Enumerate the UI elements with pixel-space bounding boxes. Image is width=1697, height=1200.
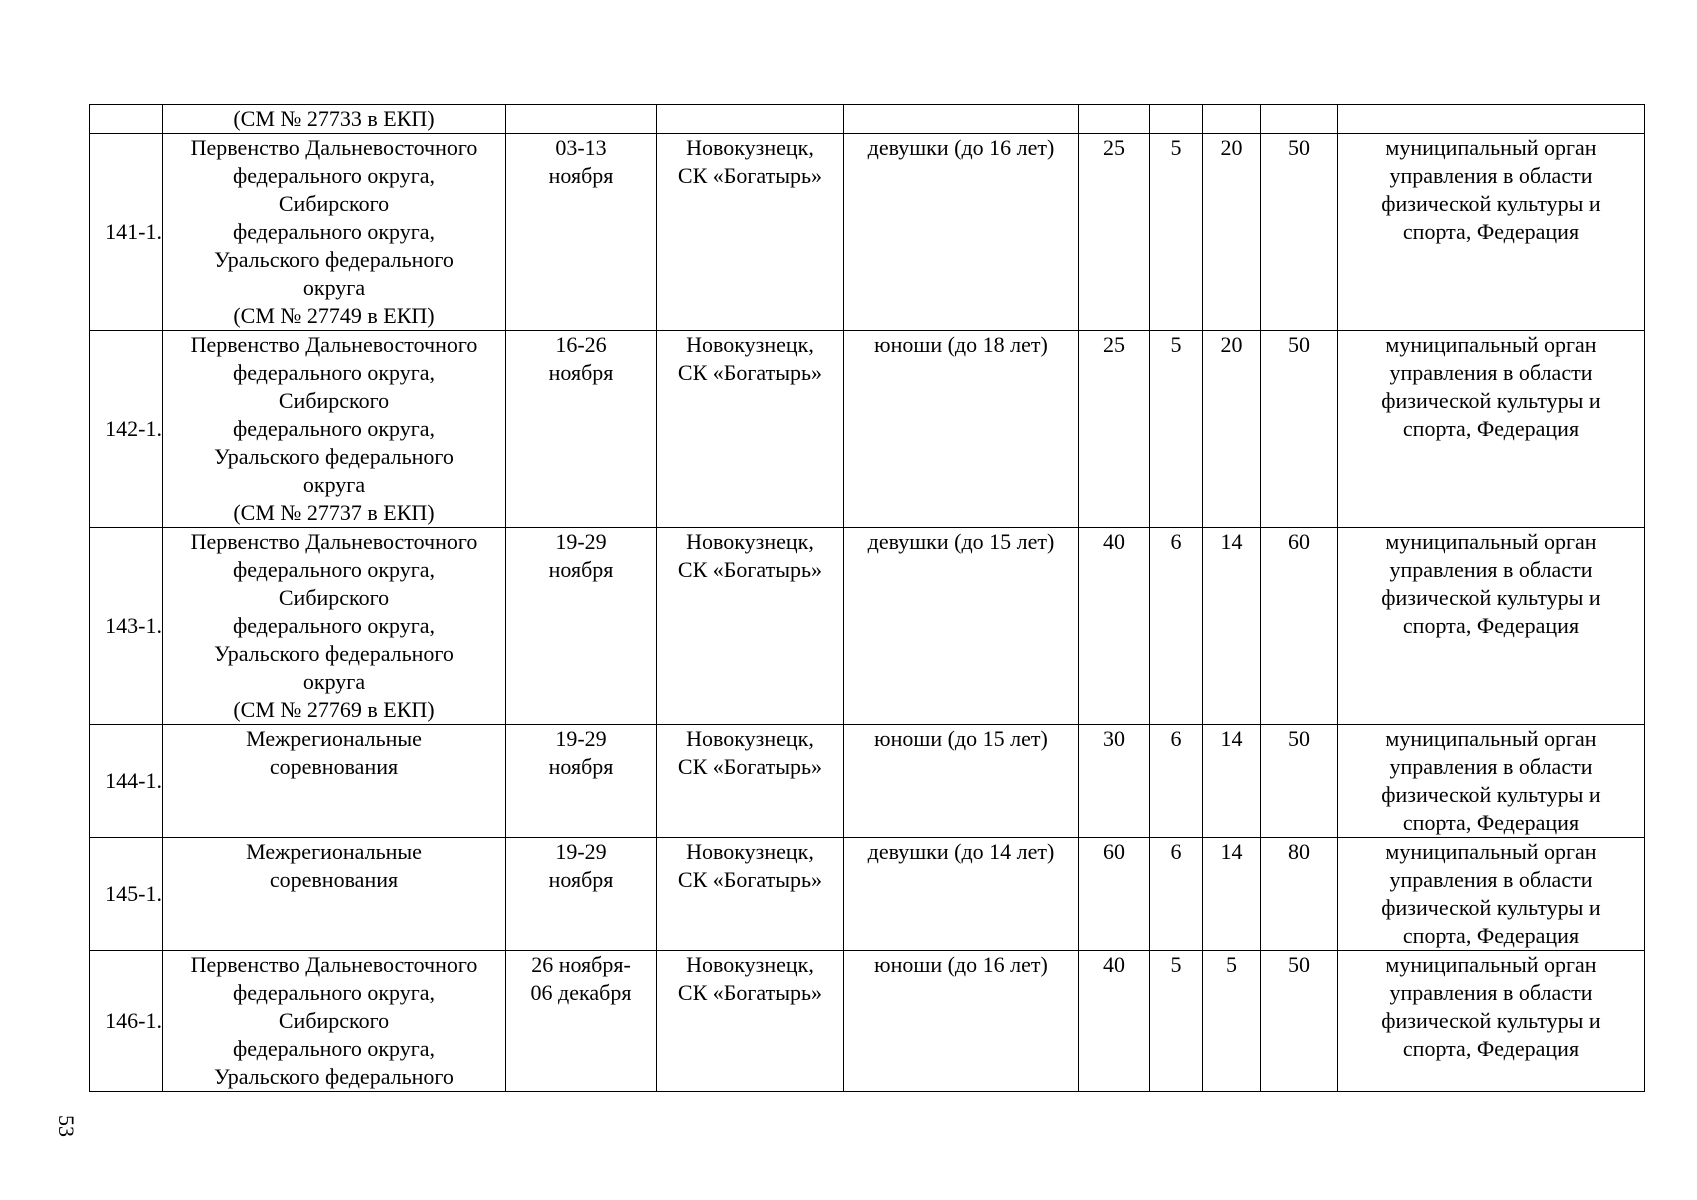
event-organizer: муниципальный орган управления в области физической культуры и спорта, Федерация [1338, 331, 1645, 528]
count-2: 6 [1150, 528, 1203, 725]
event-name: Межрегиональные соревнования [163, 838, 506, 951]
count-1: 25 [1079, 134, 1150, 331]
table-row [90, 134, 1645, 331]
event-dates: 19-29 ноября [506, 838, 657, 951]
page-number: 53 [54, 1115, 79, 1137]
event-name: (СМ № 27733 в ЕКП) [163, 105, 506, 134]
event-group: девушки (до 15 лет) [844, 528, 1079, 725]
event-place: Новокузнецк, СК «Богатырь» [657, 725, 844, 838]
count-3: 20 [1203, 331, 1261, 528]
event-dates: 19-29 ноября [506, 725, 657, 838]
event-number: 142-1. [90, 331, 163, 528]
event-name: Первенство Дальневосточного федерального округа, Сибирского федерального округа, Уральского федерального округа (СМ № 27769 в ЕКП) [163, 528, 506, 725]
event-number: 144-1. [90, 725, 163, 838]
count-4: 50 [1261, 134, 1338, 331]
event-group [844, 105, 1079, 134]
table-row [90, 528, 1645, 725]
count-2: 6 [1150, 725, 1203, 838]
event-organizer [1338, 105, 1645, 134]
count-1: 60 [1079, 838, 1150, 951]
count-1: 40 [1079, 528, 1150, 725]
event-place [657, 105, 844, 134]
event-number: 145-1. [90, 838, 163, 951]
count-3: 5 [1203, 951, 1261, 1092]
event-group: юноши (до 16 лет) [844, 951, 1079, 1092]
event-dates: 16-26 ноября [506, 331, 657, 528]
event-group: девушки (до 14 лет) [844, 838, 1079, 951]
count-1: 40 [1079, 951, 1150, 1092]
event-number: 141-1. [90, 134, 163, 331]
event-number [90, 105, 163, 134]
count-1: 30 [1079, 725, 1150, 838]
count-4: 50 [1261, 951, 1338, 1092]
count-1 [1079, 105, 1150, 134]
event-place: Новокузнецк, СК «Богатырь» [657, 331, 844, 528]
event-number: 146-1. [90, 951, 163, 1092]
count-1: 25 [1079, 331, 1150, 528]
event-organizer: муниципальный орган управления в области физической культуры и спорта, Федерация [1338, 528, 1645, 725]
event-organizer: муниципальный орган управления в области физической культуры и спорта, Федерация [1338, 134, 1645, 331]
count-3: 14 [1203, 528, 1261, 725]
count-2 [1150, 105, 1203, 134]
count-3: 14 [1203, 725, 1261, 838]
table-row [90, 331, 1645, 528]
count-4: 60 [1261, 528, 1338, 725]
count-3 [1203, 105, 1261, 134]
count-3: 20 [1203, 134, 1261, 331]
count-2: 6 [1150, 838, 1203, 951]
event-dates: 19-29 ноября [506, 528, 657, 725]
count-2: 5 [1150, 951, 1203, 1092]
table-row [90, 725, 1645, 838]
table-row [90, 105, 1645, 134]
events-table [89, 104, 1645, 1092]
event-organizer: муниципальный орган управления в области физической культуры и спорта, Федерация [1338, 838, 1645, 951]
count-3: 14 [1203, 838, 1261, 951]
count-4 [1261, 105, 1338, 134]
event-name: Первенство Дальневосточного федерального округа, Сибирского федерального округа, Уральского федерального округа (СМ № 27737 в ЕКП) [163, 331, 506, 528]
event-dates: 03-13 ноября [506, 134, 657, 331]
count-2: 5 [1150, 134, 1203, 331]
event-place: Новокузнецк, СК «Богатырь» [657, 838, 844, 951]
event-name: Первенство Дальневосточного федерального округа, Сибирского федерального округа, Уральского федерального [163, 951, 506, 1092]
event-group: юноши (до 18 лет) [844, 331, 1079, 528]
event-dates: 26 ноября- 06 декабря [506, 951, 657, 1092]
event-name: Межрегиональные соревнования [163, 725, 506, 838]
count-2: 5 [1150, 331, 1203, 528]
event-place: Новокузнецк, СК «Богатырь» [657, 951, 844, 1092]
event-number: 143-1. [90, 528, 163, 725]
event-name: Первенство Дальневосточного федерального округа, Сибирского федерального округа, Уральского федерального округа (СМ № 27749 в ЕКП) [163, 134, 506, 331]
event-group: девушки (до 16 лет) [844, 134, 1079, 331]
event-place: Новокузнецк, СК «Богатырь» [657, 134, 844, 331]
count-4: 50 [1261, 725, 1338, 838]
event-place: Новокузнецк, СК «Богатырь» [657, 528, 844, 725]
event-group: юноши (до 15 лет) [844, 725, 1079, 838]
table-row [90, 838, 1645, 951]
table-row [90, 951, 1645, 1092]
event-organizer: муниципальный орган управления в области физической культуры и спорта, Федерация [1338, 725, 1645, 838]
event-organizer: муниципальный орган управления в области физической культуры и спорта, Федерация [1338, 951, 1645, 1092]
count-4: 80 [1261, 838, 1338, 951]
count-4: 50 [1261, 331, 1338, 528]
event-dates [506, 105, 657, 134]
